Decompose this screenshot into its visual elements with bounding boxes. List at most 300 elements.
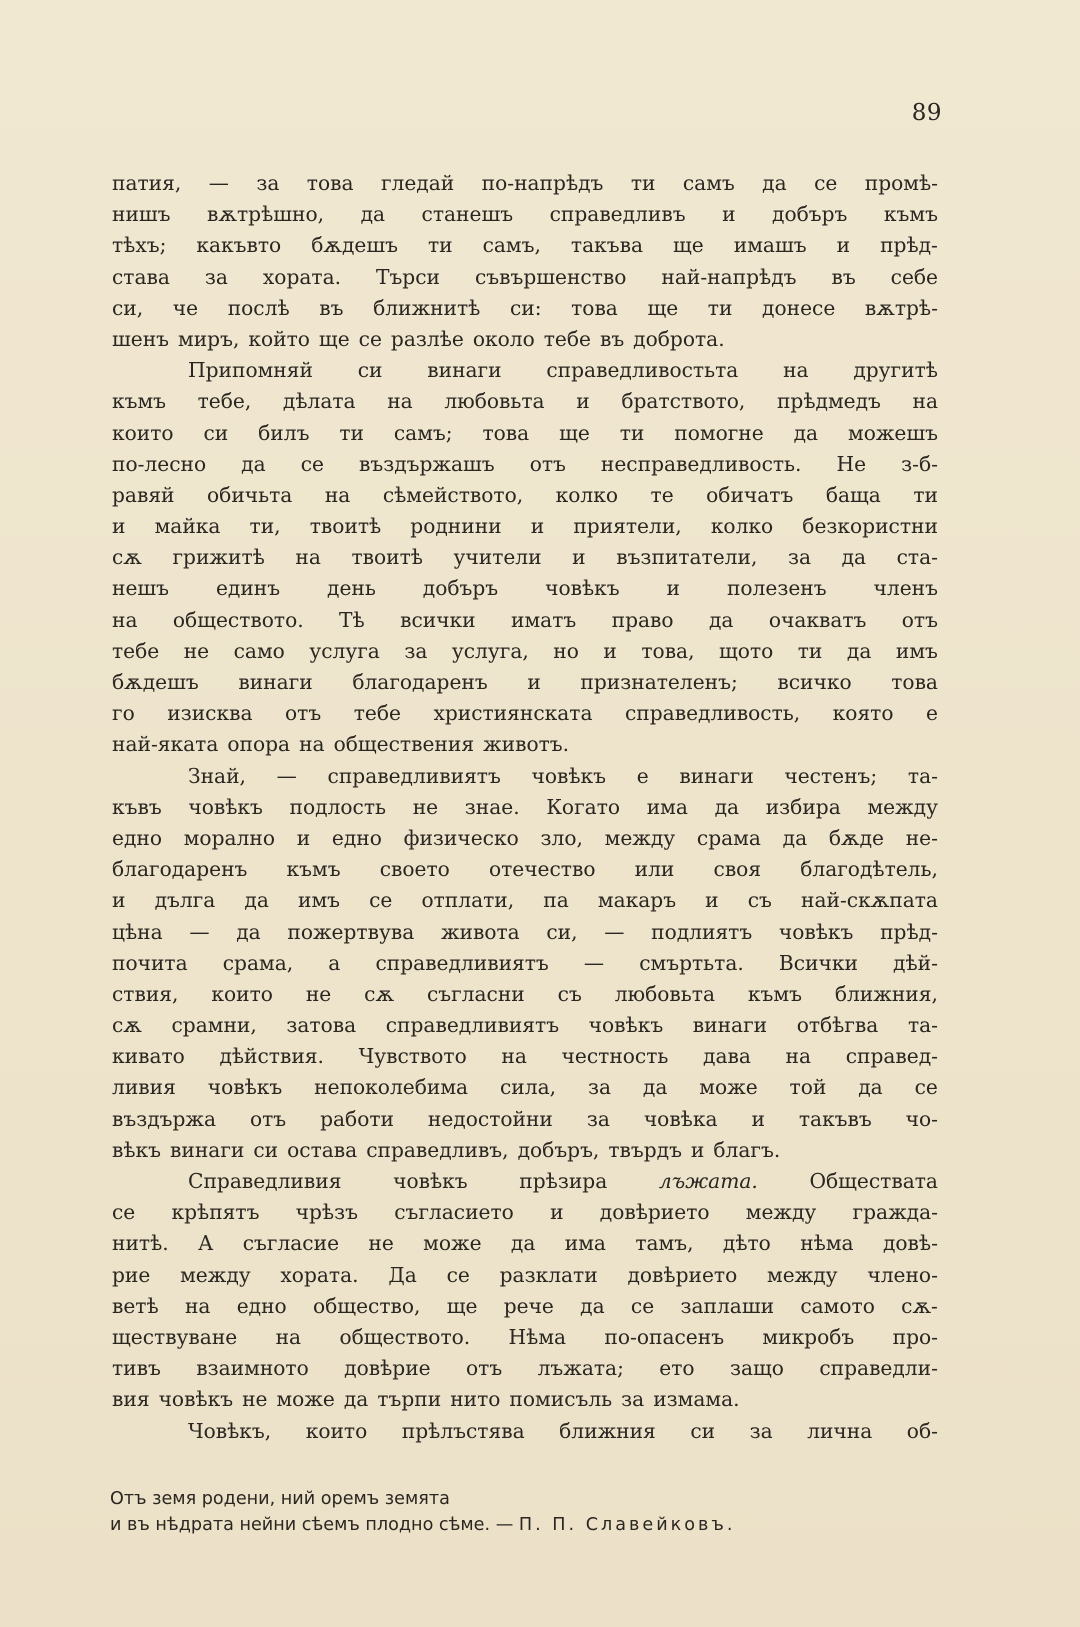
word: сѫ- xyxy=(901,1293,938,1318)
word: не xyxy=(368,1231,394,1256)
word: къмъ xyxy=(286,857,341,882)
word: колко xyxy=(555,482,619,507)
word: отечество xyxy=(488,857,596,882)
word: самото xyxy=(800,1293,875,1318)
word: прѣд- xyxy=(880,919,938,944)
word: на xyxy=(501,1044,527,1069)
word: какъвто xyxy=(196,233,282,258)
word: Обществата xyxy=(809,1169,938,1193)
epigraph-footer xyxy=(110,1486,735,1538)
word: заплаши xyxy=(680,1293,775,1318)
word: знае. xyxy=(464,794,520,819)
word: въ xyxy=(319,295,344,320)
epigraph-line-2 xyxy=(110,1512,735,1538)
word: но xyxy=(553,638,579,663)
text-line xyxy=(112,262,938,293)
text-line xyxy=(112,480,938,511)
word: самъ; xyxy=(393,420,453,445)
word: ста- xyxy=(896,545,938,570)
word: прѣлъстява xyxy=(401,1418,525,1443)
word: между xyxy=(180,1262,251,1287)
epigraph-line-1: Отъ земя родени, ний оремъ земята xyxy=(110,1489,450,1509)
word: благъ. xyxy=(713,1137,781,1162)
word: да xyxy=(580,1293,605,1318)
word: приятели, xyxy=(573,514,682,539)
word: дѣто xyxy=(722,1231,771,1256)
word: нѣма xyxy=(800,1231,854,1256)
word: справедливъ, xyxy=(366,1137,509,1162)
text-line xyxy=(112,917,938,948)
word: вѫтрѣшно, xyxy=(207,202,325,227)
word: ще xyxy=(673,233,704,258)
word: тебе, xyxy=(197,389,252,414)
word: зло, xyxy=(540,825,583,850)
word: да xyxy=(343,1387,369,1412)
word: тѣхъ; xyxy=(112,233,167,258)
word: добъръ xyxy=(772,202,848,227)
word: търпи xyxy=(377,1387,442,1412)
word: непоколебима xyxy=(314,1075,469,1100)
word: а xyxy=(328,950,341,975)
word: Припомняй xyxy=(188,358,313,383)
word: своя xyxy=(713,857,762,882)
epigraph-line-2-text: и въ нѣдрата нейни сѣемъ плодно сѣме. — xyxy=(110,1515,514,1535)
text-line xyxy=(112,1166,938,1197)
word: справедли- xyxy=(819,1356,938,1381)
word: послѣ xyxy=(227,295,290,320)
word: прѣд- xyxy=(880,233,938,258)
word: може xyxy=(276,1387,335,1412)
word: защо xyxy=(729,1356,784,1381)
word: гледай xyxy=(380,171,455,195)
word: лъжата. xyxy=(658,1169,758,1193)
word: има xyxy=(564,1231,606,1256)
word: въздържа xyxy=(112,1106,217,1131)
word: дѣлата xyxy=(282,389,356,414)
word: отъ xyxy=(901,607,938,632)
word: сѫ xyxy=(112,545,142,570)
word: нешъ xyxy=(112,576,170,601)
word: се xyxy=(358,326,382,351)
word: се xyxy=(914,1075,938,1100)
word: твоитѣ xyxy=(309,514,382,539)
word: А xyxy=(198,1231,214,1256)
text-line xyxy=(112,449,938,480)
word: дѣйствия. xyxy=(219,1044,324,1069)
word: микробъ xyxy=(762,1324,855,1349)
word: справедливостьта xyxy=(546,358,739,383)
word: довѣрие xyxy=(344,1356,431,1381)
word: това xyxy=(891,670,938,694)
word: на xyxy=(184,1293,211,1318)
word: и xyxy=(705,888,719,913)
word: съвършенство xyxy=(474,264,627,289)
word: за xyxy=(404,638,428,663)
word: — xyxy=(208,171,229,195)
word: почита xyxy=(112,950,188,975)
word: на xyxy=(299,732,325,757)
word: лъжата; xyxy=(537,1356,624,1381)
word: това xyxy=(482,420,530,445)
text-line xyxy=(112,1197,938,1228)
word: или xyxy=(634,857,675,882)
word: колко xyxy=(710,514,774,539)
word: къвъ xyxy=(112,794,162,819)
word: винаги xyxy=(427,358,502,383)
word: членъ xyxy=(873,576,938,601)
word: — xyxy=(276,763,297,788)
word: които xyxy=(305,1418,368,1443)
word: сѫ xyxy=(112,1013,142,1038)
word: тивъ xyxy=(112,1356,161,1381)
word: об- xyxy=(906,1418,938,1443)
word: ти xyxy=(707,295,733,320)
text-line xyxy=(112,761,938,792)
word: рие xyxy=(112,1262,151,1287)
word: за xyxy=(587,1075,611,1100)
word: въ xyxy=(599,326,625,351)
word: право xyxy=(611,607,674,632)
word: човѣкъ xyxy=(207,1075,283,1100)
word: ето xyxy=(659,1356,695,1381)
word: това, xyxy=(641,638,695,663)
word: цѣна xyxy=(112,919,163,944)
word: па xyxy=(543,888,569,913)
word: прѣдмедъ xyxy=(776,389,881,414)
word: рече xyxy=(503,1293,554,1318)
word: го xyxy=(112,701,135,726)
word: по-опасенъ xyxy=(604,1324,725,1349)
word: любовьта xyxy=(444,389,545,414)
word: несправедливость. xyxy=(600,451,802,476)
text-line xyxy=(112,636,938,667)
text-line xyxy=(112,542,938,573)
word: за xyxy=(586,1106,610,1131)
word: да xyxy=(360,202,386,227)
word: справедливиятъ xyxy=(327,763,501,788)
word: човѣкъ xyxy=(545,576,620,601)
word: си: xyxy=(509,295,542,320)
word: не xyxy=(412,794,439,819)
word: физическо xyxy=(403,825,519,850)
word: донесе xyxy=(762,295,836,320)
word: и xyxy=(722,202,736,227)
word: нишъ xyxy=(112,202,171,227)
word: бѫдешъ xyxy=(311,233,398,258)
word: около xyxy=(472,326,535,351)
text-line xyxy=(112,1416,938,1447)
word: довѣрието xyxy=(599,1200,710,1225)
text-line xyxy=(112,1291,938,1322)
word: услуга, xyxy=(451,638,529,663)
word: всичко xyxy=(777,670,852,694)
word: ти xyxy=(339,420,364,445)
word: се xyxy=(630,1293,655,1318)
word: обществото. xyxy=(172,607,304,632)
word: макаръ xyxy=(597,888,677,913)
word: безкористни xyxy=(802,514,938,539)
word: и xyxy=(296,825,311,850)
text-line xyxy=(112,1104,938,1135)
word: вия xyxy=(112,1387,150,1412)
word: ти xyxy=(427,233,453,258)
word: шенъ xyxy=(112,326,170,351)
word: да xyxy=(241,451,266,476)
word: Когато xyxy=(546,794,621,819)
word: пожертвува xyxy=(287,919,415,944)
word: Да xyxy=(388,1262,417,1287)
word: ствия, xyxy=(112,981,179,1006)
word: човѣкъ xyxy=(188,794,263,819)
word: Не xyxy=(836,451,867,476)
word: помогне xyxy=(674,420,764,445)
word: Знай, xyxy=(188,763,246,788)
word: въздържашъ xyxy=(359,451,495,476)
text-line xyxy=(112,1135,938,1166)
word: да xyxy=(708,607,734,632)
text-line xyxy=(112,355,938,386)
word: за xyxy=(749,1418,773,1443)
word: своето xyxy=(379,857,450,882)
text-line xyxy=(112,418,938,449)
word: работи xyxy=(320,1106,394,1131)
word: братството, xyxy=(621,389,746,414)
word: твърдъ xyxy=(608,1137,682,1162)
word: з-б- xyxy=(901,451,938,476)
text-line xyxy=(112,698,938,729)
word: на xyxy=(387,389,413,414)
word: та- xyxy=(907,763,938,788)
word: затова xyxy=(286,1013,357,1038)
word: си xyxy=(357,358,383,383)
word: Тѣ xyxy=(339,607,365,632)
word: иматъ xyxy=(511,607,577,632)
text-line xyxy=(112,168,938,199)
word: човѣкъ xyxy=(393,1169,468,1193)
word: отъ xyxy=(466,1356,503,1381)
word: едно xyxy=(331,825,382,850)
word: той xyxy=(789,1075,827,1100)
word: най-скѫпата xyxy=(801,888,938,913)
word: та- xyxy=(907,1013,938,1038)
word: и xyxy=(666,576,681,601)
word: любовьта xyxy=(614,981,715,1006)
word: съ xyxy=(557,981,582,1006)
body-text xyxy=(112,168,938,1447)
word: благодаренъ xyxy=(112,857,248,882)
word: учители xyxy=(453,545,542,570)
word: равяй xyxy=(112,482,175,507)
word: разлѣе xyxy=(390,326,464,351)
word: патия, xyxy=(112,171,182,195)
word: сѫ xyxy=(364,981,395,1006)
text-line xyxy=(112,948,938,979)
word: вѫтрѣ- xyxy=(864,295,938,320)
word: майка xyxy=(154,514,221,539)
text-line xyxy=(112,667,938,698)
text-line xyxy=(112,979,938,1010)
word: се xyxy=(112,1200,136,1225)
text-line xyxy=(112,605,938,636)
word: въ xyxy=(831,264,856,289)
word: измама. xyxy=(653,1387,740,1412)
word: възпитатели, xyxy=(616,545,758,570)
word: за xyxy=(204,264,228,289)
word: лична xyxy=(807,1418,873,1443)
word: отъ xyxy=(285,701,322,726)
text-line xyxy=(112,1010,938,1041)
word: по-лесно xyxy=(112,451,207,476)
word: не- xyxy=(905,825,938,850)
text-line xyxy=(112,324,938,355)
word: на xyxy=(295,545,321,570)
word: дава xyxy=(703,1044,751,1069)
word: Всички xyxy=(778,950,858,975)
word: се xyxy=(300,451,324,476)
word: между xyxy=(604,825,676,850)
word: къмъ xyxy=(112,389,167,414)
word: бѫде xyxy=(828,825,884,850)
text-line xyxy=(112,792,938,823)
word: и xyxy=(527,670,541,694)
word: и xyxy=(572,545,586,570)
word: чо- xyxy=(905,1106,938,1131)
word: Човѣкъ, xyxy=(188,1418,272,1443)
word: може xyxy=(699,1075,758,1100)
word: ти, xyxy=(249,514,281,539)
word: най-напрѣдъ xyxy=(661,264,797,289)
word: съ xyxy=(747,888,772,913)
word: полезенъ xyxy=(726,576,827,601)
text-line xyxy=(112,1228,938,1259)
page-number: 89 xyxy=(911,100,942,126)
word: които xyxy=(112,420,174,445)
word: къмъ xyxy=(747,981,802,1006)
word: и xyxy=(112,514,126,539)
word: сѣмейството, xyxy=(382,482,524,507)
text-line xyxy=(112,230,938,261)
word: доброта. xyxy=(633,326,725,351)
word: про- xyxy=(892,1324,938,1349)
word: ти xyxy=(797,638,823,663)
word: това xyxy=(306,171,354,195)
word: честность xyxy=(561,1044,669,1069)
word: която xyxy=(832,701,894,726)
word: подлиятъ xyxy=(651,919,753,944)
word: грижитѣ xyxy=(172,545,265,570)
epigraph-author: П. П. Славейковъ. xyxy=(518,1515,736,1535)
word: да xyxy=(244,888,269,913)
word: добъръ, xyxy=(517,1137,600,1162)
word: и xyxy=(530,514,545,539)
word: да xyxy=(793,420,819,445)
word: изисква xyxy=(167,701,253,726)
word: подлость xyxy=(289,794,387,819)
word: винаги xyxy=(692,1013,768,1038)
word: и xyxy=(836,233,851,258)
word: справедливость, xyxy=(625,701,801,726)
word: хората. xyxy=(280,1262,359,1287)
word: отъ xyxy=(529,451,566,476)
word: морално xyxy=(183,825,275,850)
text-line xyxy=(112,573,938,604)
word: тебе xyxy=(112,638,160,663)
word: най-яката xyxy=(112,732,219,757)
word: всички xyxy=(400,607,476,632)
word: вѣкъ xyxy=(112,1137,162,1162)
word: разклати xyxy=(499,1262,598,1287)
word: че xyxy=(172,295,199,320)
word: животъ. xyxy=(483,732,570,757)
word: това xyxy=(571,295,618,320)
word: да xyxy=(642,1075,668,1100)
word: за xyxy=(621,1387,645,1412)
word: — xyxy=(604,919,625,944)
word: смъртьта. xyxy=(639,950,744,975)
word: да xyxy=(846,638,872,663)
word: крѣпятъ xyxy=(171,1200,260,1225)
word: ти xyxy=(913,482,938,507)
word: дълга xyxy=(154,888,216,913)
word: имашъ xyxy=(733,233,807,258)
word: за xyxy=(256,171,280,195)
word: си, xyxy=(546,919,578,944)
word: човѣкъ xyxy=(588,1013,664,1038)
word: станешъ xyxy=(421,202,514,227)
word: на xyxy=(912,389,938,414)
word: си xyxy=(690,1418,716,1443)
word: които xyxy=(211,981,273,1006)
word: сила, xyxy=(499,1075,557,1100)
word: отплати, xyxy=(421,888,515,913)
word: да xyxy=(510,1231,536,1256)
text-line xyxy=(112,1260,938,1291)
word: между xyxy=(867,794,938,819)
word: съгласието xyxy=(394,1200,514,1225)
word: самъ, xyxy=(482,233,541,258)
word: на xyxy=(783,358,809,383)
word: и xyxy=(112,888,126,913)
word: опора xyxy=(227,732,291,757)
word: промѣ- xyxy=(864,171,938,195)
word: ти xyxy=(619,420,645,445)
word: довѣ- xyxy=(882,1231,938,1256)
word: човѣкъ xyxy=(531,763,607,788)
word: твоитѣ xyxy=(351,545,423,570)
word: день xyxy=(327,576,376,601)
word: си xyxy=(203,420,229,445)
word: ближния xyxy=(559,1418,656,1443)
word: ще xyxy=(559,420,590,445)
word: за xyxy=(787,545,811,570)
word: очакватъ xyxy=(768,607,867,632)
word: ще xyxy=(647,295,679,320)
word: и xyxy=(550,1200,564,1225)
word: Нѣма xyxy=(508,1324,567,1349)
text-line xyxy=(112,885,938,916)
word: на xyxy=(112,607,138,632)
text-line xyxy=(112,386,938,417)
word: християнската xyxy=(433,701,593,726)
text-line xyxy=(112,511,938,542)
word: обичатъ xyxy=(706,482,794,507)
word: щото xyxy=(719,638,774,663)
word: ществуване xyxy=(112,1324,238,1349)
word: добъръ xyxy=(422,576,499,601)
word: да xyxy=(782,825,808,850)
word: члено- xyxy=(867,1262,938,1287)
word: услуга xyxy=(309,638,380,663)
